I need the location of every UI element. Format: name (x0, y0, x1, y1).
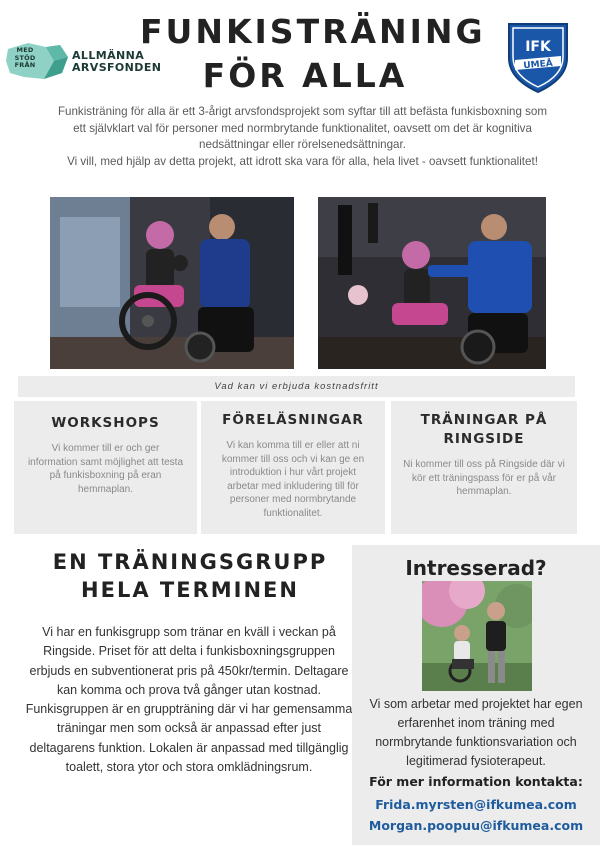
ifk-logo-top-text: IFK (525, 39, 551, 55)
ifk-umea-logo (505, 20, 571, 94)
contact-label: För mer information kontakta: (369, 774, 583, 789)
boxing-photo-1 (50, 197, 294, 369)
intro-text: Funkisträning för alla är ett 3-årigt arvsfondsprojekt som syftar till att befästa funkisboxning som ett självklart val för personer med normbrytande funktionalitet, oavsett om det är kognitiva nedsättningar eller rörelsenedsättningar. Vi vill, med hjälp av detta projekt, att idrott ska vara för alla, hela livet - oavsett funktionalitet! (57, 105, 548, 168)
email-link-morgan[interactable]: Morgan.poopuu@ifkumea.com (368, 818, 584, 833)
offer-card-trainings (391, 401, 577, 534)
offer-card-text: Vi kommer till er och ger information samt möjlighet att testa på funkisboxning på eran hemmaplan. (27, 443, 184, 495)
arvsfonden-logo (6, 43, 162, 79)
offer-banner: Vad kan vi erbjuda kostnadsfritt (18, 376, 575, 397)
offer-card-title: FÖRELÄSNINGAR (222, 412, 364, 428)
group-text: Vi har en funkisgrupp som tränar en kväll i veckan på Ringside. Priset för att delta i funkisboxningsgruppen erbjuds en subventionerat pris på 450kr/termin. Deltagare kan komma och prova två gånger utan kostnad. Funkisgruppen är en gruppträning där vi har gemensamma träningar men som också är anpassad efter just deltagarens funktion. Lokalen är anpassad med tillgänglig toalett, stora ytor och stora omklädningsrum. (25, 625, 353, 775)
boxing-photo-2 (318, 197, 546, 369)
offer-card-text: Ni kommer till oss på Ringside där vi kör ett träningspass för er på vår hemmaplan. (403, 459, 565, 497)
offer-card-lectures (201, 401, 385, 534)
page-title (140, 10, 486, 98)
offer-card-text: Vi kan komma till er eller att ni kommer till oss och vi kan ge en introduktion i hur vårt projekt arbetar med inkludering till för personer med normbrytande funktionalitet. (221, 440, 365, 519)
contact-panel (352, 545, 600, 845)
page-title-line-1: FUNKISTRÄNING (140, 12, 486, 51)
offer-card-title: TRÄNINGAR PÅ RINGSIDE (420, 412, 548, 447)
group-title: EN TRÄNINGSGRUPP HELA TERMINEN (52, 550, 328, 602)
offer-card-title: WORKSHOPS (51, 415, 160, 431)
team-photo (422, 581, 532, 691)
arvsfonden-mark-text: MED STÖD FRÅN (14, 46, 36, 69)
contact-heading: Intresserad? (405, 556, 547, 580)
page-title-line-2: FÖR ALLA (202, 56, 408, 95)
ifk-logo-bottom-text: UMEÅ (523, 58, 554, 72)
email-link-frida[interactable]: Frida.myrsten@ifkumea.com (375, 797, 577, 812)
contact-text: Vi som arbetar med projektet har egen erfarenhet inom träning med normbrytande funktionsvariation och legitimerad fysioterapeut. (369, 697, 583, 768)
offer-card-workshops (14, 401, 197, 534)
arvsfonden-name: ALLMÄNNA ARVSFONDEN (72, 49, 162, 74)
